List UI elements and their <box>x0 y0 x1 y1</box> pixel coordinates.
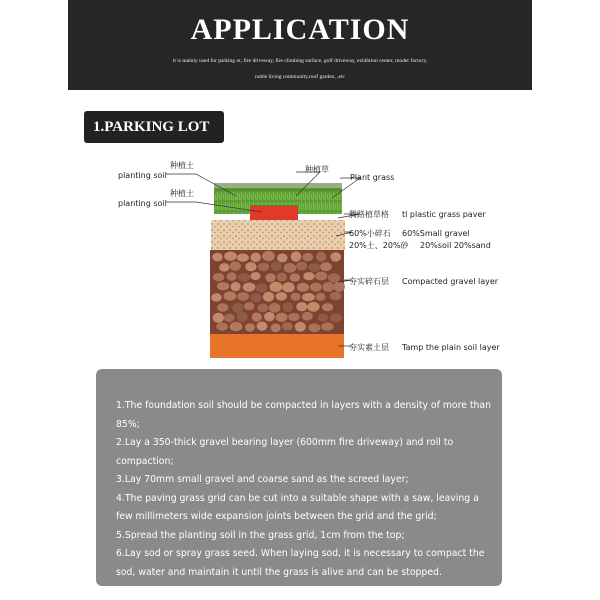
gravel-stone <box>296 262 307 271</box>
gravel-stone <box>282 322 293 330</box>
gravel-stone <box>310 283 322 292</box>
gravel-stone <box>302 253 313 261</box>
label-gravel1-cn: 60%小碎石 <box>349 229 391 238</box>
gravel-stone <box>264 312 275 321</box>
gravel-stone <box>320 262 332 271</box>
gravel-stone <box>295 322 306 332</box>
gravel-stone <box>237 312 248 322</box>
gravel-stone <box>237 254 249 262</box>
gravel-stone <box>271 324 281 333</box>
gravel-stone <box>290 273 300 281</box>
gravel-stone <box>258 263 269 272</box>
gravel-stone <box>250 272 260 280</box>
gravel-stone <box>230 261 241 271</box>
gravel-stone <box>307 302 319 312</box>
gravel-stone <box>328 273 340 283</box>
gravel-stone <box>238 273 251 282</box>
gravel-stone <box>270 282 283 292</box>
gravel-stone <box>217 303 228 312</box>
gravel-stone <box>288 313 299 321</box>
gravel-stone <box>269 303 281 313</box>
gravel-stone <box>252 313 262 322</box>
paver-cell <box>250 205 298 220</box>
gravel-stone <box>250 293 262 302</box>
gravel-stone <box>283 302 293 312</box>
step-6: 6.Lay sod or spray grass seed. When laying sod, it is necessary to compact the sod, water and maintain it until the grass is alive and can be stopped. <box>116 548 485 578</box>
header-subtitle-line1: it is mainly used for parking ot, fire driveway, fire climbing surface, golf driveway, exhibtion center, moder factory, <box>172 58 428 64</box>
gravel-stone <box>330 292 342 301</box>
gravel-stone <box>271 261 282 271</box>
gravel-stone <box>212 253 222 262</box>
gravel-stone <box>309 323 321 332</box>
label-gravel2-cn: 20%土、20%砂 <box>349 241 409 250</box>
gravel-stone <box>318 314 329 322</box>
gravel-stone <box>255 283 267 292</box>
gravel-stone <box>322 303 333 311</box>
step-2: 2.Lay a 350-thick gravel bearing layer (600mm fire driveway) and roll to compaction; <box>116 437 454 467</box>
gravel-stone <box>303 272 314 280</box>
gravel-stone <box>245 262 256 271</box>
step-1: 1.The foundation soil should be compacted in layers with a density of more than 85%; <box>116 400 492 430</box>
instructions-box <box>96 369 502 586</box>
label-gravel1: 60%Small gravel <box>402 229 470 238</box>
gravel-stone <box>302 293 315 301</box>
step-5: 5.Spread the planting soil in the grass grid, 1cm from the top; <box>116 529 405 541</box>
screed-layer <box>211 220 345 250</box>
gravel-stone <box>330 252 341 261</box>
gravel-stone <box>276 292 287 301</box>
gravel-stone <box>297 283 309 292</box>
gravel-stone <box>291 251 302 261</box>
soil-layer <box>210 334 344 358</box>
gravel-stone <box>216 323 228 331</box>
gravel-stone <box>334 282 345 292</box>
gravel-stone <box>296 302 307 311</box>
gravel-stone <box>323 282 334 292</box>
label-tamp-soil: Tamp the plain soil layer <box>402 343 500 352</box>
gravel-stone <box>265 273 275 282</box>
gravel-stone <box>291 293 301 301</box>
gravel-stone <box>243 283 256 292</box>
gravel-stone <box>213 313 224 323</box>
gravel-stone <box>213 273 224 281</box>
gravel-stone <box>227 272 237 280</box>
gravel-stone <box>230 322 243 331</box>
section-title: 1.PARKING LOT <box>84 111 224 143</box>
gravel-stone <box>308 263 320 272</box>
label-paver: tl plastic grass paver <box>402 210 486 219</box>
page-title: APPLICATION <box>190 13 410 46</box>
label-planting-soil-cn-1: 种植土 <box>170 161 194 170</box>
gravel-stone <box>284 263 297 273</box>
gravel-stone <box>263 292 274 302</box>
label-plant-grass: Plant grass <box>350 173 395 182</box>
label-planting-soil-2: planting soil <box>118 199 167 208</box>
gravel-stone <box>277 253 288 262</box>
label-gravel2: 20%soil 20%sand <box>420 241 491 250</box>
gravel-stone <box>245 323 255 332</box>
header-subtitle-line2: noble living community,roof garden, ,etc <box>255 74 345 80</box>
gravel-stone <box>217 282 230 290</box>
gravel-stone <box>237 292 249 301</box>
gravel-stone <box>316 293 326 301</box>
gravel-stone <box>315 272 327 281</box>
label-tamp-soil-cn: 夯实素土层 <box>349 343 389 352</box>
step-4: 4.The paving grass grid can be cut into a suitable shape with a saw, leaving a few millimeters wide expansion joints between the grid and the grid; <box>116 492 479 522</box>
gravel-stone <box>321 322 333 331</box>
gravel-stone <box>251 253 261 262</box>
gravel-stone <box>330 313 342 322</box>
gravel-stone <box>277 273 287 282</box>
gravel-stone <box>211 293 222 301</box>
gravel-stone <box>224 252 237 261</box>
gravel-stone <box>316 252 326 262</box>
label-planting-soil-1: planting soil <box>118 171 167 180</box>
label-compacted-gravel-cn: 夯实碎石层 <box>349 277 389 286</box>
gravel-stone <box>282 282 294 292</box>
label-plant-grass-cn: 种植草 <box>305 165 329 174</box>
gravel-stone <box>232 303 243 313</box>
gravel-stone <box>244 302 255 310</box>
gravel-stone <box>231 282 241 291</box>
gravel-stone <box>219 263 229 272</box>
label-compacted-gravel: Compacted gravel layer <box>402 277 499 286</box>
label-paver-cn: 腾路植草格 <box>349 210 389 219</box>
label-planting-soil-cn-2: 种植土 <box>170 189 194 198</box>
gravel-stone <box>257 322 268 331</box>
gravel-stone <box>224 314 235 323</box>
gravel-stone <box>276 313 288 322</box>
gravel-stone <box>257 304 268 313</box>
gravel-stone <box>302 312 313 321</box>
gravel-stone <box>224 291 237 300</box>
step-3: 3.Lay 70mm small gravel and coarse sand as the screed layer; <box>116 474 409 485</box>
gravel-stone <box>262 251 275 261</box>
